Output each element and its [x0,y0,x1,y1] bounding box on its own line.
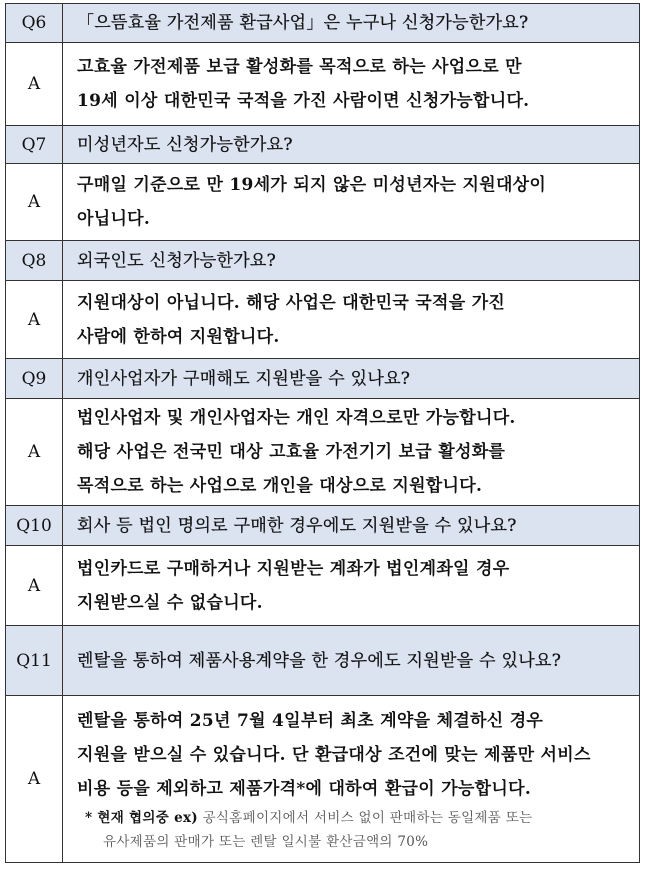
answer-row-q8 [6,281,640,359]
footnote-line: 유사제품의 판매가 또는 렌탈 일시불 환산금액의 70% [103,834,429,850]
question-row-q11 [6,626,640,696]
question-row-q9 [6,359,640,399]
question-number: Q6 [6,4,63,43]
answer-row-q9 [6,399,640,506]
answer-line: 지원대상이 아닙니다. 해당 사업은 대한민국 국적을 가진 [77,292,506,313]
answer-line: 아닙니다. [77,209,151,229]
footnote-line: 공식홈페이지에서 서비스 없이 판매하는 동일제품 또는 [202,810,533,826]
answer-row-q6 [6,43,640,126]
answer-line: 19세 이상 대한민국 국적을 가진 사람이면 신청가능합니다. [77,91,530,111]
question-number: Q9 [6,359,63,399]
question-text: 미성년자도 신청가능한가요? [63,126,640,164]
answer-row-q11 [6,696,640,863]
question-text: 회사 등 법인 명의로 구매한 경우에도 지원받을 수 있나요? [63,506,640,546]
answer-label: A [6,43,63,126]
question-text: 개인사업자가 구매해도 지원받을 수 있나요? [63,359,640,399]
answer-row-q10 [6,546,640,626]
question-text: 렌탈을 통하여 제품사용계약을 한 경우에도 지원받을 수 있나요? [63,626,640,696]
answer-label: A [6,696,63,863]
answer-label: A [6,164,63,241]
question-row-q8 [6,241,640,281]
question-number: Q8 [6,241,63,281]
answer-line: 렌탈을 통하여 25년 7월 4일부터 최초 계약을 체결하신 경우 [77,711,544,731]
answer-line: 법인사업자 및 개인사업자는 개인 자격으로만 가능합니다. [77,408,516,428]
answer-line: 법인카드로 구매하거나 지원받는 계좌가 법인계좌일 경우 [77,558,510,579]
question-text: 「으뜸효율 가전제품 환급사업」은 누구나 신청가능한가요? [63,4,640,43]
answer-text [63,399,640,506]
answer-text [63,696,640,863]
footnote-label: * 현재 협의중 ex) [85,810,198,826]
answer-text [63,164,640,241]
answer-line: 구매일 기준으로 만 19세가 되지 않은 미성년자는 지원대상이 [77,175,547,195]
answer-line: 해당 사업은 전국민 대상 고효율 가전기기 보급 활성화를 [77,442,506,462]
answer-line: 지원을 받으실 수 있습니다. 단 환급대상 조건에 맞는 제품만 서비스 [77,745,591,765]
answer-text [63,281,640,359]
answer-text [63,546,640,626]
answer-line: 비용 등을 제외하고 제품가격*에 대하여 환급이 가능합니다. [77,779,532,799]
answer-row-q7 [6,164,640,241]
answer-line: 고효율 가전제품 보급 활성화를 목적으로 하는 사업으로 만 [77,57,522,77]
answer-line: 지원받으실 수 없습니다. [77,592,263,613]
answer-label: A [6,399,63,506]
question-number: Q11 [6,626,63,696]
answer-label: A [6,546,63,626]
answer-text [63,43,640,126]
question-number: Q10 [6,506,63,546]
faq-table [5,3,640,863]
question-number: Q7 [6,126,63,164]
footnote [77,806,627,854]
answer-label: A [6,281,63,359]
question-row-q6 [6,4,640,43]
question-text: 외국인도 신청가능한가요? [63,241,640,281]
question-row-q10 [6,506,640,546]
question-row-q7 [6,126,640,164]
answer-line: 사람에 한하여 지원합니다. [77,326,280,347]
answer-line: 목적으로 하는 사업으로 개인을 대상으로 지원합니다. [77,476,483,496]
